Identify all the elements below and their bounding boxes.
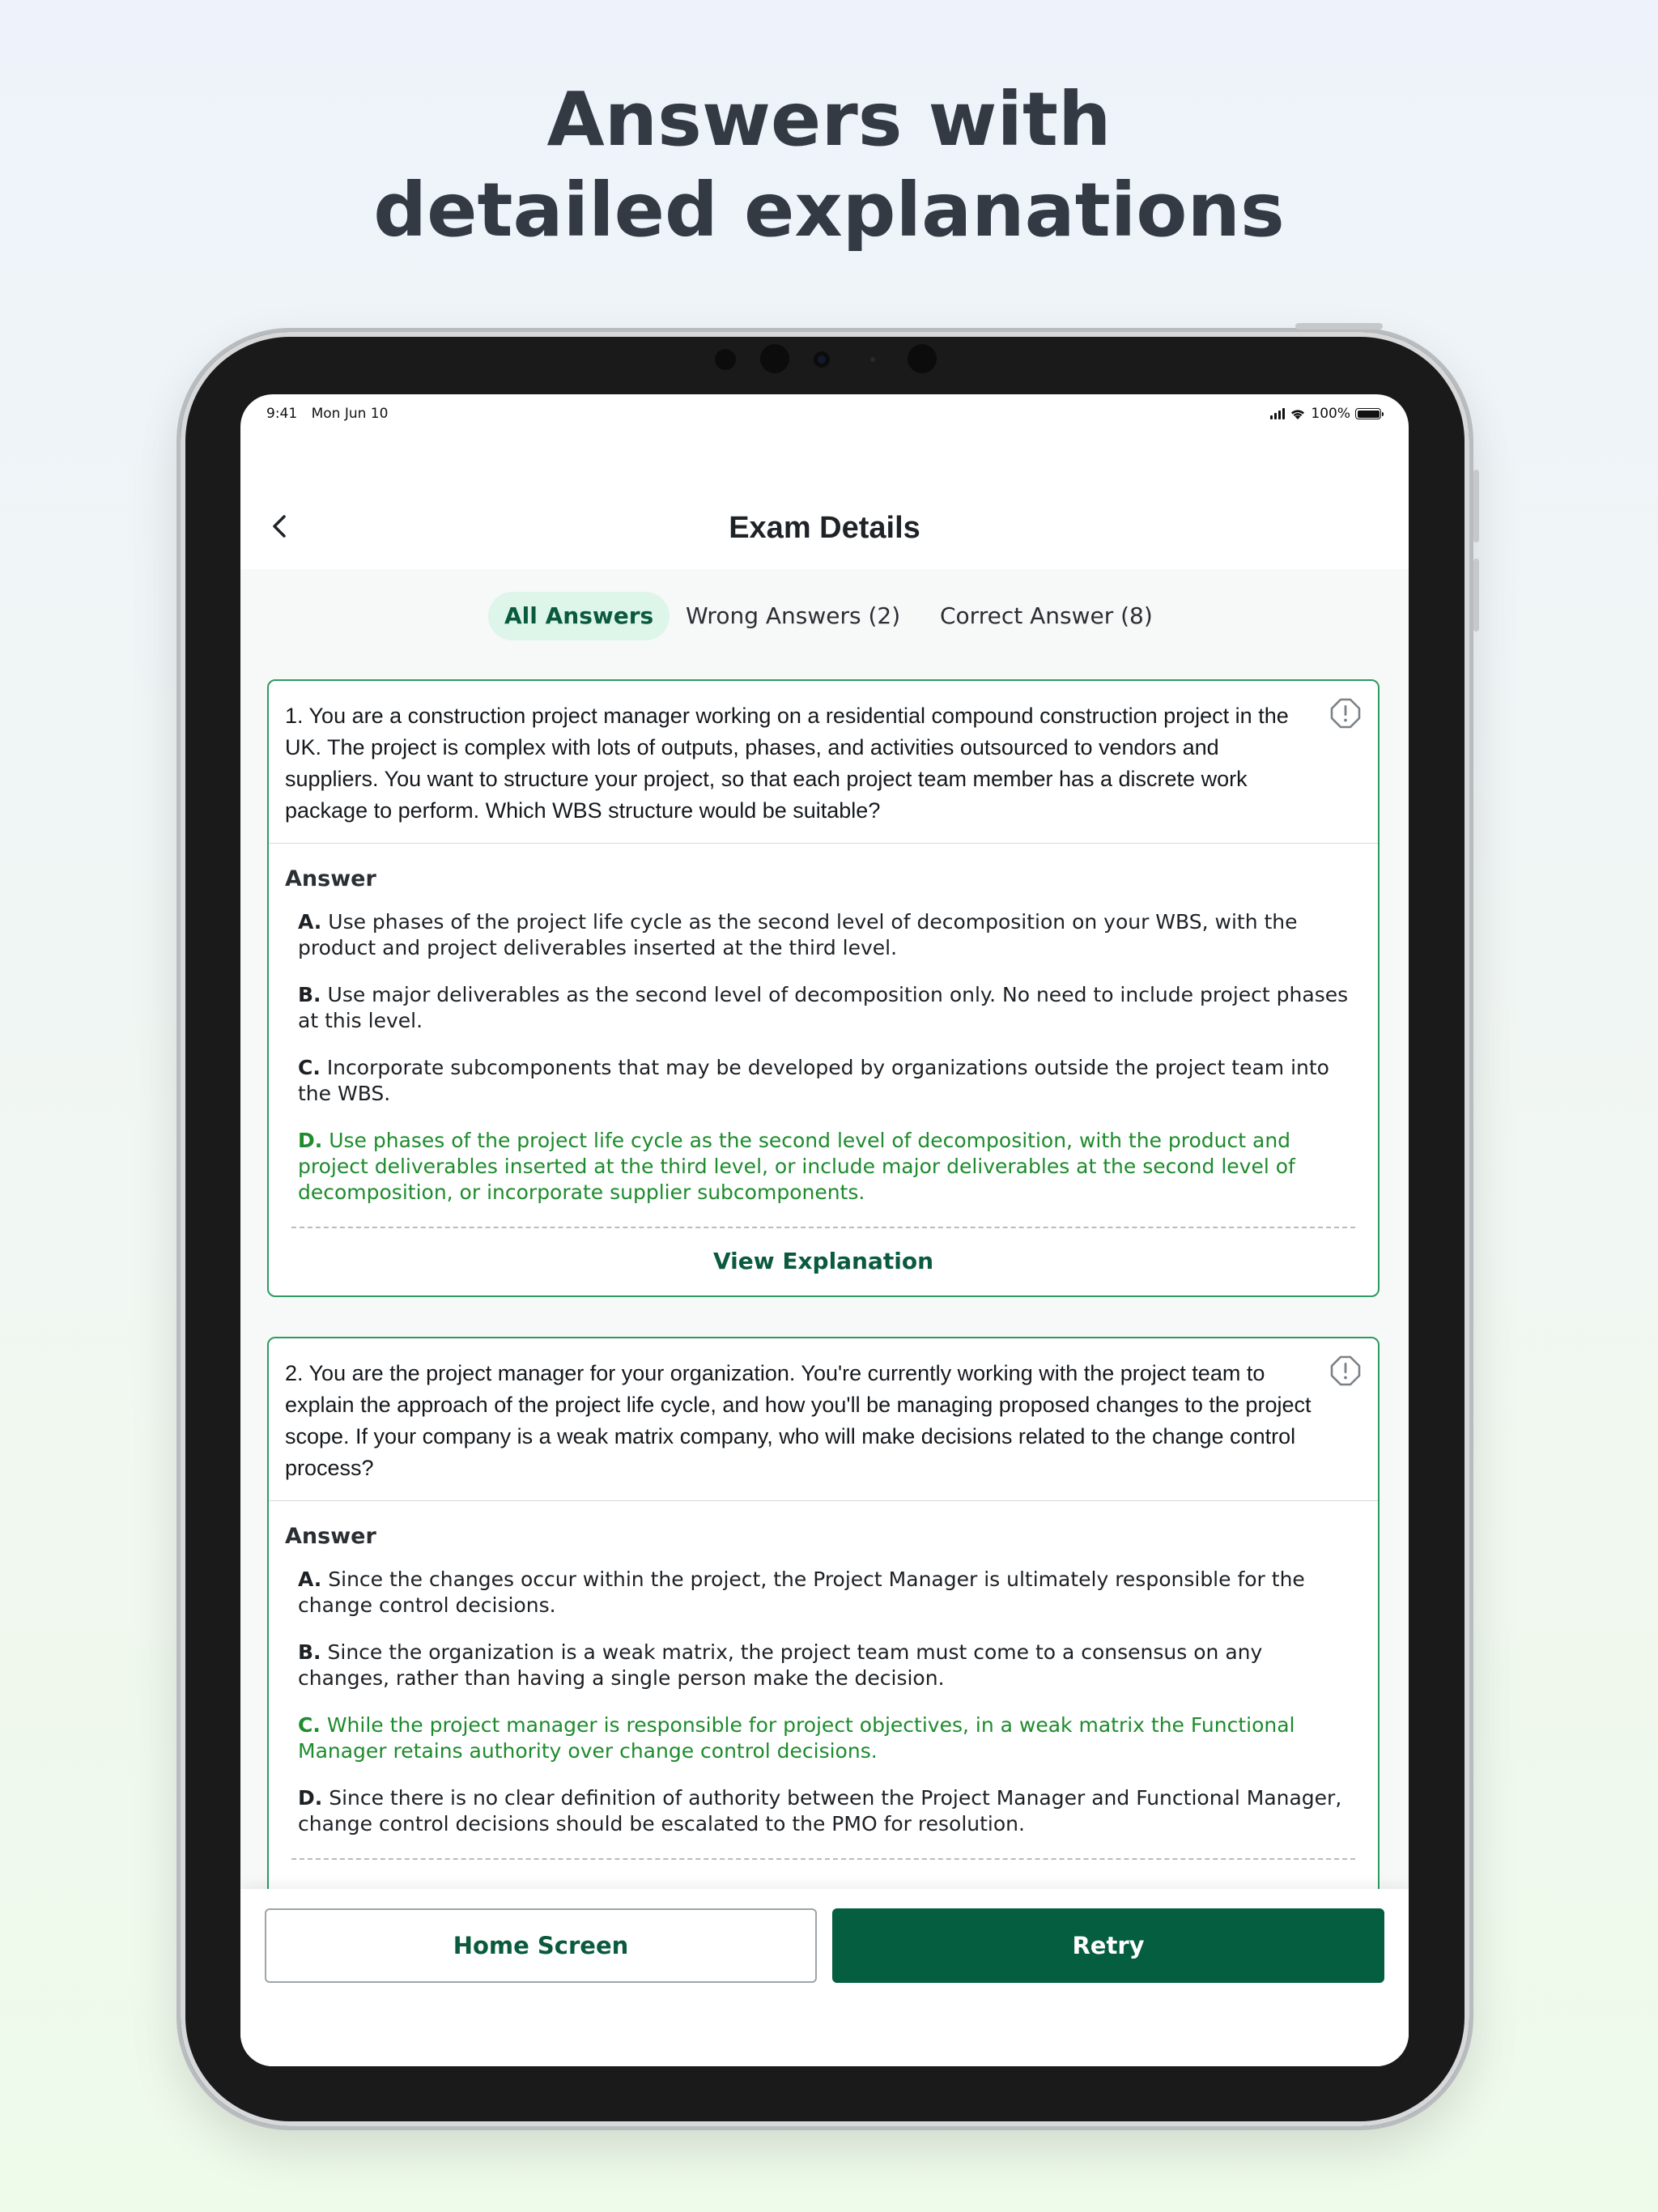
option-letter: D.: [298, 1129, 323, 1152]
report-alert-icon[interactable]: [1329, 697, 1362, 730]
option-text: Use phases of the project life cycle as the second level of decomposition on your WBS, with the product and project deliverables inserted at the third level.: [298, 910, 1298, 959]
option-a: [285, 1567, 1362, 1619]
tab-all-answers[interactable]: All Answers: [488, 592, 670, 640]
dashed-divider: [291, 1858, 1355, 1860]
option-text: Since the organization is a weak matrix, the project team must come to a consensus on any changes, rather than having a single person make the decision.: [298, 1640, 1263, 1690]
option-text: Since the changes occur within the project, the Project Manager is ultimately responsible for the change control decisions.: [298, 1568, 1305, 1617]
option-d: [285, 1785, 1362, 1837]
option-text: Use phases of the project life cycle as the second level of decomposition, with the product and project deliverables inserted at the third level, or include major deliverables at the second level of decomposition, or incorporate supplier subcomponents.: [298, 1129, 1295, 1204]
report-alert-icon[interactable]: [1329, 1355, 1362, 1387]
question-text: 2. You are the project manager for your organization. You're currently working with the project team to explain the approach of the project life cycle, and how you'll be managing proposed changes to the project scope. If your company is a weak matrix company, who will make decisions related to the change control process?: [285, 1361, 1312, 1480]
content-area: [240, 569, 1409, 1889]
view-explanation-button[interactable]: View Explanation: [712, 1248, 934, 1274]
option-a: [285, 909, 1362, 961]
home-screen-button[interactable]: Home Screen: [265, 1908, 817, 1983]
question-text-block: [269, 1338, 1378, 1501]
bottom-action-bar: [240, 1889, 1409, 2066]
option-c: [285, 1055, 1362, 1107]
answer-heading: Answer: [285, 1524, 376, 1549]
answer-section: [269, 1501, 1378, 1860]
option-letter: B.: [298, 1640, 321, 1664]
tab-wrong-answers[interactable]: Wrong Answers (2): [686, 602, 901, 629]
question-card-1: [267, 679, 1380, 1297]
app-screen: [240, 394, 1409, 2066]
wifi-icon: [1290, 408, 1306, 420]
sensor-dot: [715, 349, 736, 370]
headline: [0, 74, 1658, 256]
question-text: 1. You are a construction project manager working on a residential compound construction project in the UK. The project is complex with lots of outputs, phases, and activities outsourced to vendors and suppliers. You want to structure your project, so that each project team member has a discrete work package to perform. Which WBS structure would be suitable?: [285, 704, 1289, 823]
sensor-dot: [908, 344, 937, 373]
status-time: 9:41: [266, 406, 298, 422]
option-text: Since there is no clear definition of authority between the Project Manager and Functional Manager, change control decisions should be escalated to the PMO for resolution.: [298, 1786, 1342, 1836]
camera-lens: [814, 351, 830, 368]
status-date: Mon Jun 10: [311, 406, 389, 422]
option-letter: B.: [298, 983, 321, 1006]
navigation-bar: [240, 483, 1409, 569]
question-card-2: [267, 1337, 1380, 1889]
option-letter: A.: [298, 1568, 322, 1591]
answer-filter-tabs: [240, 592, 1409, 640]
top-button: [1295, 323, 1383, 330]
question-text-block: [269, 681, 1378, 844]
option-text: Use major deliverables as the second level of decomposition only. No need to include project phases at this level.: [298, 983, 1349, 1032]
headline-line-2: detailed explanations: [373, 167, 1285, 253]
headline-line-1: Answers with: [546, 76, 1112, 163]
option-text: While the project manager is responsible for project objectives, in a weak matrix the Functional Manager retains authority over change control decisions.: [298, 1713, 1295, 1763]
answer-section: [269, 844, 1378, 1295]
sensor-dot: [870, 357, 875, 362]
option-b: [285, 982, 1362, 1034]
cellular-signal-icon: [1270, 408, 1285, 419]
battery-icon: [1355, 408, 1381, 419]
option-text: Incorporate subcomponents that may be developed by organizations outside the project team into the WBS.: [298, 1056, 1329, 1105]
sensor-dot: [760, 344, 789, 373]
tab-correct-answers[interactable]: Correct Answer (8): [940, 602, 1153, 629]
option-c-correct: [285, 1712, 1362, 1764]
option-letter: C.: [298, 1056, 321, 1079]
page-title: Exam Details: [729, 511, 920, 545]
answer-heading: Answer: [285, 866, 376, 891]
option-d-correct: [285, 1128, 1362, 1206]
option-letter: C.: [298, 1713, 321, 1737]
option-b: [285, 1640, 1362, 1691]
battery-percentage: 100%: [1311, 406, 1350, 422]
option-letter: A.: [298, 910, 322, 934]
volume-down-button: [1473, 559, 1479, 632]
option-letter: D.: [298, 1786, 323, 1810]
retry-button[interactable]: Retry: [832, 1908, 1384, 1983]
status-bar: [266, 406, 1381, 430]
volume-up-button: [1473, 470, 1479, 542]
